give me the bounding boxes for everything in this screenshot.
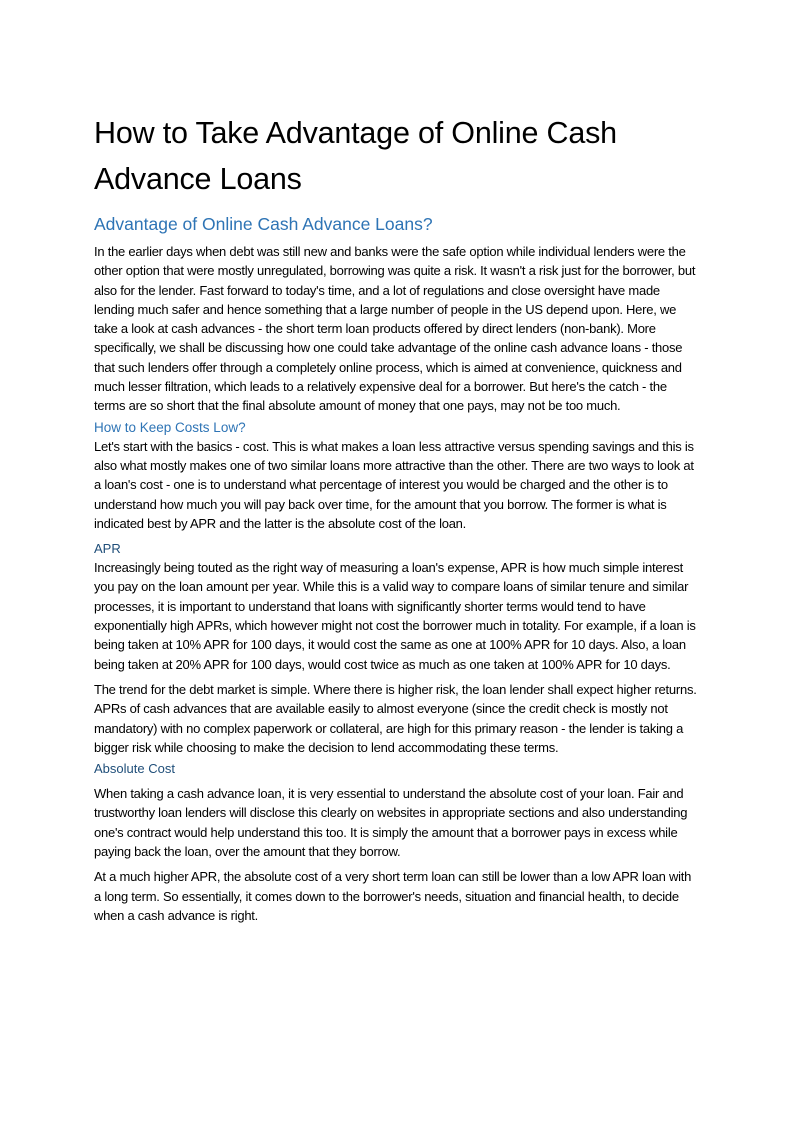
absolute-paragraph-2: At a much higher APR, the absolute cost of a very short term loan can still be lower than a low APR loan with a long term. So essentially, it comes down to the borrower's needs, situation and financial health, to decide when a cash advance is right. — [94, 869, 692, 923]
apr-paragraph-2: The trend for the debt market is simple. Where there is higher risk, the loan lender shall expect higher returns. APRs of cash advances that are available easily to almost everyone (since the credit check is mostly not mandatory) with no complex paperwork or collateral, are high for this primary reason - the lender is taking a bigger risk while choosing to make the decision to lend accommodating these terms. — [94, 681, 697, 755]
document-page — [94, 110, 700, 931]
document-title: How to Take Advantage of Online Cash Advance Loans — [94, 116, 617, 196]
costs-paragraph: Let's start with the basics - cost. This is what makes a loan less attractive versus spending savings and this is also what mostly makes one of two similar loans more attractive than the other. There are two ways to look at a loan's cost - one is to understand what percentage of interest you would be charged and the other is to understand how much you will pay back over time, for the amount that you borrow. The former is what is indicated best by APR and the latter is the absolute cost of the loan. — [94, 438, 694, 531]
absolute-cost-heading: Absolute Cost — [94, 761, 175, 777]
absolute-paragraph-1: When taking a cash advance loan, it is very essential to understand the absolute cost of your loan. Fair and trustworthy loan lenders will disclose this clearly on websites in appropriate sections and also understanding one's contract would help understand this too. It is simply the amount that a borrower pays in excess while paying back the loan, over the amount that they borrow. — [94, 786, 688, 860]
apr-paragraph-1: Increasingly being touted as the right way of measuring a loan's expense, APR is how much simple interest you pay on the loan amount per year. While this is a valid way to compare loans of similar tenure and similar processes, it is important to understand that loans with significantly shorter terms would tend to have exponentially high APRs, which however might not cost the borrower much in totality. For example, if a loan is being taken at 10% APR for 100 days, it would cost the same as one at 100% APR for 10 days. Also, a loan being taken at 20% APR for 100 days, would cost twice as much as one taken at 100% APR for 10 days. — [94, 560, 696, 672]
costs-heading: How to Keep Costs Low? — [94, 419, 246, 435]
section-heading: Advantage of Online Cash Advance Loans? — [94, 214, 433, 234]
apr-heading: APR — [94, 541, 121, 557]
intro-paragraph: In the earlier days when debt was still new and banks were the safe option while individual lenders were the other option that were mostly unregulated, borrowing was quite a risk. It wasn't a risk just for the borrower, but also for the lender. Fast forward to today's time, and a lot of regulations and close oversight have made lending much safer and hence something that a large number of people in the US depend upon. Here, we take a look at cash advances - the short term loan products offered by direct lenders (non-bank). More specifically, we shall be discussing how one could take advantage of the online cash advance loans - those that such lenders offer through a completely online process, which is aimed at convenience, quickness and much lesser filtration, which leads to a relatively expensive deal for a borrower. But here's the catch - the terms are so short that the final absolute amount of money that one pays, may not be too much. — [94, 244, 696, 414]
